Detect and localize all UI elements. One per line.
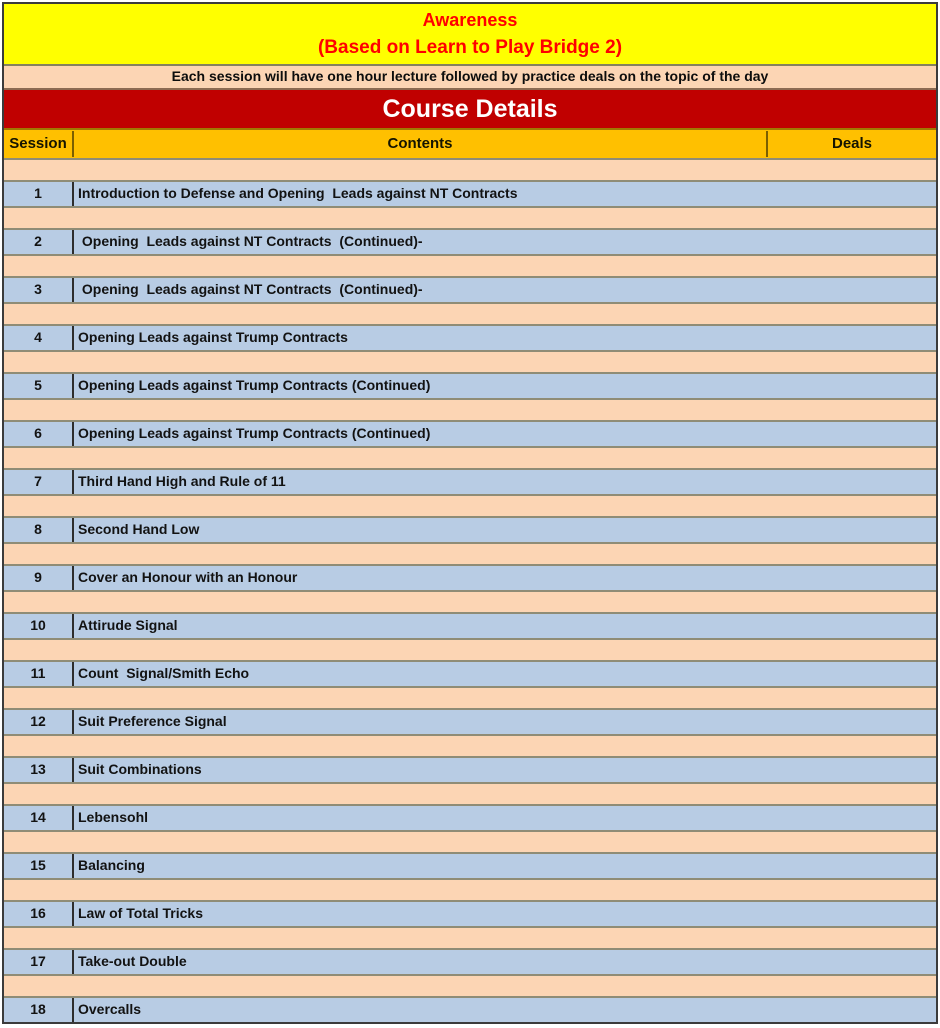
session-contents-cell: Law of Total Tricks <box>78 905 203 921</box>
spacer-row <box>4 542 936 564</box>
spacer-row <box>4 206 936 228</box>
spacer-row <box>4 158 936 180</box>
column-header-row <box>4 128 936 158</box>
session-number-cell: 7 <box>4 470 74 494</box>
column-header-session: Session <box>4 131 74 157</box>
session-contents-cell: Lebensohl <box>78 809 149 825</box>
table-row <box>4 612 936 638</box>
course-subtitle: (Based on Learn to Play Bridge 2) <box>317 36 623 58</box>
spacer-row <box>4 782 936 804</box>
spacer-row <box>4 686 936 708</box>
table-row <box>4 228 936 254</box>
spacer-row <box>4 254 936 276</box>
table-row <box>4 852 936 878</box>
table-row <box>4 564 936 590</box>
session-contents-cell: Opening Leads against Trump Contracts (Continued) <box>78 377 431 393</box>
session-number-cell: 13 <box>4 758 74 782</box>
session-number-cell: 14 <box>4 806 74 830</box>
spacer-row <box>4 734 936 756</box>
session-contents-cell: Cover an Honour with an Honour <box>78 569 298 585</box>
spacer-row <box>4 830 936 852</box>
spacer-row <box>4 974 936 996</box>
session-number-cell: 11 <box>4 662 74 686</box>
session-contents-cell: Opening Leads against NT Contracts (Continued)- <box>78 281 423 297</box>
course-title: Awareness <box>422 9 518 30</box>
session-contents-cell: Take-out Double <box>78 953 187 969</box>
column-header-contents: Contents <box>387 135 453 152</box>
session-number-cell: 10 <box>4 614 74 638</box>
spacer-row <box>4 350 936 372</box>
course-details-table <box>2 2 938 1024</box>
table-row <box>4 180 936 206</box>
table-row <box>4 996 936 1022</box>
spacer-row <box>4 446 936 468</box>
spacer-row <box>4 302 936 324</box>
session-rows <box>4 158 936 1022</box>
table-row <box>4 708 936 734</box>
session-contents-cell: Overcalls <box>78 1001 142 1017</box>
table-row <box>4 372 936 398</box>
table-row <box>4 660 936 686</box>
session-number-cell: 6 <box>4 422 74 446</box>
session-number-cell: 5 <box>4 374 74 398</box>
section-header: Course Details <box>4 88 936 128</box>
session-number-cell: 15 <box>4 854 74 878</box>
session-number-cell: 4 <box>4 326 74 350</box>
session-contents-cell: Second Hand Low <box>78 521 200 537</box>
session-contents-cell: Suit Combinations <box>78 761 202 777</box>
table-row <box>4 804 936 830</box>
table-row <box>4 324 936 350</box>
session-contents-cell: Balancing <box>78 857 145 873</box>
session-contents-cell: Suit Preference Signal <box>78 713 227 729</box>
session-number-cell: 2 <box>4 230 74 254</box>
session-contents-cell: Introduction to Defense and Opening Leads against NT Contracts <box>78 185 518 201</box>
session-contents-cell: Count Signal/Smith Echo <box>78 665 250 681</box>
session-number-cell: 3 <box>4 278 74 302</box>
session-number-cell: 9 <box>4 566 74 590</box>
table-row <box>4 900 936 926</box>
session-contents-cell: Third Hand High and Rule of 11 <box>78 473 286 489</box>
spacer-row <box>4 638 936 660</box>
session-number-cell: 18 <box>4 998 74 1022</box>
spacer-row <box>4 926 936 948</box>
table-row <box>4 468 936 494</box>
table-row <box>4 756 936 782</box>
spacer-row <box>4 878 936 900</box>
session-contents-cell: Attirude Signal <box>78 617 178 633</box>
session-contents-cell: Opening Leads against NT Contracts (Continued)- <box>78 233 423 249</box>
session-number-cell: 12 <box>4 710 74 734</box>
table-row <box>4 276 936 302</box>
session-contents-cell: Opening Leads against Trump Contracts <box>78 329 348 345</box>
table-row <box>4 420 936 446</box>
session-number-cell: 16 <box>4 902 74 926</box>
table-row <box>4 948 936 974</box>
spacer-row <box>4 494 936 516</box>
spacer-row <box>4 398 936 420</box>
session-contents-cell: Opening Leads against Trump Contracts (Continued) <box>78 425 431 441</box>
session-number-cell: 17 <box>4 950 74 974</box>
title-banner <box>4 4 936 64</box>
column-header-deals: Deals <box>766 131 936 157</box>
spacer-row <box>4 590 936 612</box>
session-note: Each session will have one hour lecture followed by practice deals on the topic of the day <box>4 64 936 88</box>
session-number-cell: 1 <box>4 182 74 206</box>
table-row <box>4 516 936 542</box>
session-number-cell: 8 <box>4 518 74 542</box>
